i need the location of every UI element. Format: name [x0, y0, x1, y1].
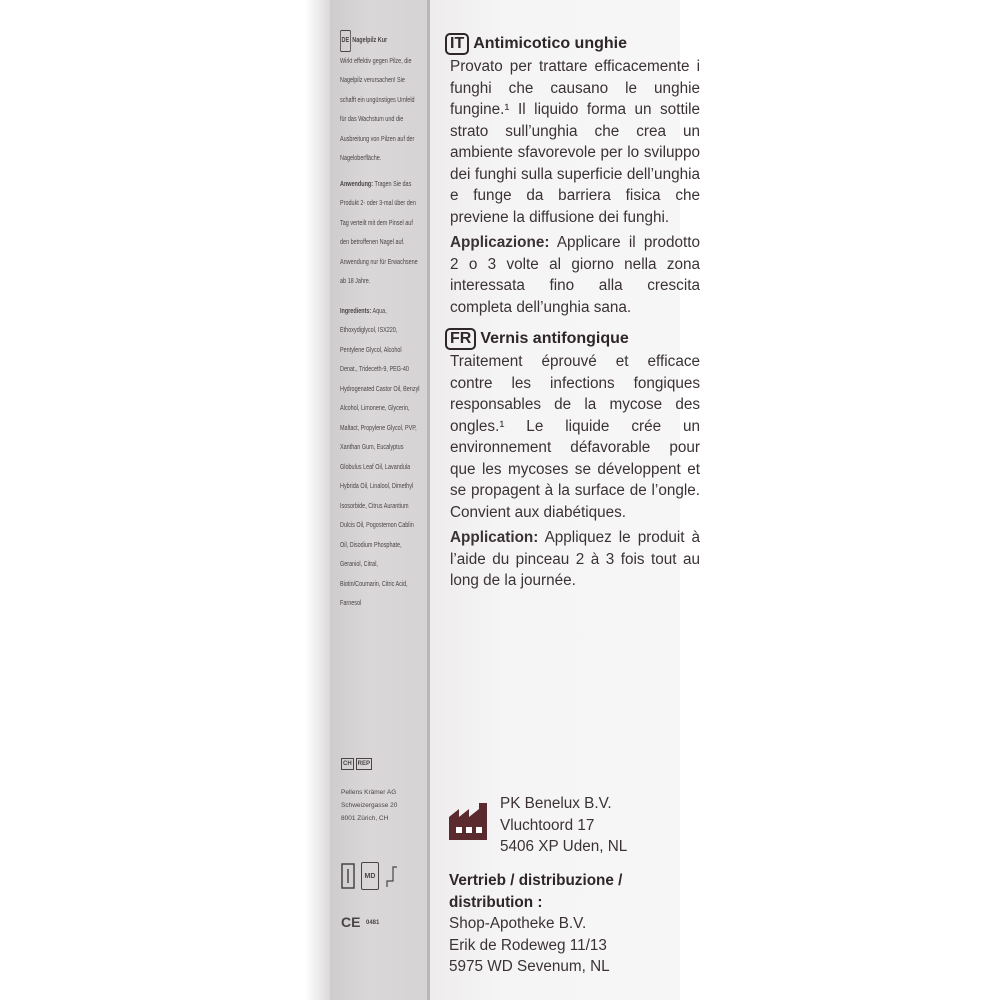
side-id-ch: CH — [341, 758, 354, 770]
manufacturer-block — [448, 793, 627, 858]
side-anwendung-text: Tragen Sie das Produkt 2- oder 3-mal über den Tag verteilt mit dem Pinsel auf den betroffenen Nagel auf. Anwendung nur für Erwachsene ab 18 Jahre. — [340, 180, 418, 285]
manufacturer-line1: PK Benelux B.V. — [500, 795, 612, 812]
it-app-text: Applicare il prodotto 2 o 3 volte al giorno nella zona interessata fino alla crescita completa dell’unghia sana. — [450, 234, 700, 316]
md-icon: MD — [361, 862, 379, 890]
side-ingredients-text: Aqua, Ethoxydiglycol, ISX220, Pentylene Glycol, Alcohol Denat., Trideceth-9, PEG-40 Hydrogenated Castor Oil, Benzyl Alcohol, Limonene, Glycerin, Maltact, Propylene Glycol, PVP, Xanthan Gum, Eucalyptus Globulus Leaf Oil, Lavandula Hybrida Oil, Linalool, Dimethyl Isosorbide, Citrus Aurantium Dulcis Oil, Pogostemon Cablin Oil, Disodium Phosphate, Geraniol, Citral, Biotin/Coumarin, Citric Acid, Farnesol — [340, 307, 420, 607]
manufacturer-line2: Vluchtoord 17 — [500, 816, 595, 834]
fr-badge: FR — [445, 328, 476, 350]
side-ingredients-label: Ingredients: — [340, 307, 372, 315]
it-title: Antimicotico unghie — [473, 35, 627, 53]
ce-number: 0481 — [366, 920, 380, 926]
manual-icon — [341, 863, 355, 889]
fr-app-text: Appliquez le produit à l’aide du pinceau 2 à 3 fois tout au long de la journée. — [450, 529, 701, 589]
fr-app-label: Application: — [450, 529, 539, 546]
distribution-line3: 5975 WD Sevenum, NL — [449, 958, 610, 975]
distribution-line1: Shop-Apotheke B.V. — [449, 915, 587, 932]
front-text — [445, 33, 700, 596]
side-intro: Wirkt effektiv gegen Pilze, die Nagelpilz verursachen! Sie schafft ein ungünstiges Umfeld für das Wachstum und die Ausbreitung von Pilzen auf der Nageloberfläche. — [340, 57, 415, 162]
distribution-block — [449, 870, 689, 978]
it-section — [445, 33, 700, 318]
side-id-boxes — [341, 758, 372, 770]
it-body: Provato per trattare efficacemente i funghi che causano le unghie fungine.¹ Il liquido forma un sottile strato sull’unghia che crea un ambiente sfavorevole per lo sviluppo dei funghi sulla superficie dell’unghia e funge da barriera fisica che previene la diffusione dei funghi. — [450, 58, 700, 226]
temperature-icon — [385, 863, 399, 889]
it-app-label: Applicazione: — [450, 234, 550, 251]
factory-icon — [448, 801, 490, 841]
side-id-rep: REP — [356, 758, 372, 770]
fr-title: Vernis antifongique — [480, 330, 629, 348]
side-german-text — [340, 30, 420, 614]
side-title: Nagelpilz Kur — [352, 37, 388, 44]
fr-section — [445, 328, 700, 592]
distribution-label: Vertrieb / distribuzione / distribution : — [449, 872, 623, 911]
side-address: Pellens Krämer AG Schweizergasse 20 8001 Zürich, CH — [341, 789, 398, 822]
fr-body: Traitement éprouvé et efficace contre les infections fongiques responsables de la mycose des ongles.¹ Le liquide crée un environnement défavorable pour que les mycoses se développent et se propagent à la surface de l’ongle. Convient aux diabétiques. — [450, 353, 700, 521]
ce-mark: CE — [341, 914, 361, 930]
it-badge: IT — [445, 33, 469, 55]
distribution-line2: Erik de Rodeweg 11/13 — [449, 936, 607, 954]
side-de-badge: DE — [340, 30, 351, 52]
side-symbols — [341, 862, 399, 890]
manufacturer-line3: 5406 XP Uden, NL — [500, 838, 628, 855]
side-anwendung-label: Anwendung: — [340, 180, 374, 188]
